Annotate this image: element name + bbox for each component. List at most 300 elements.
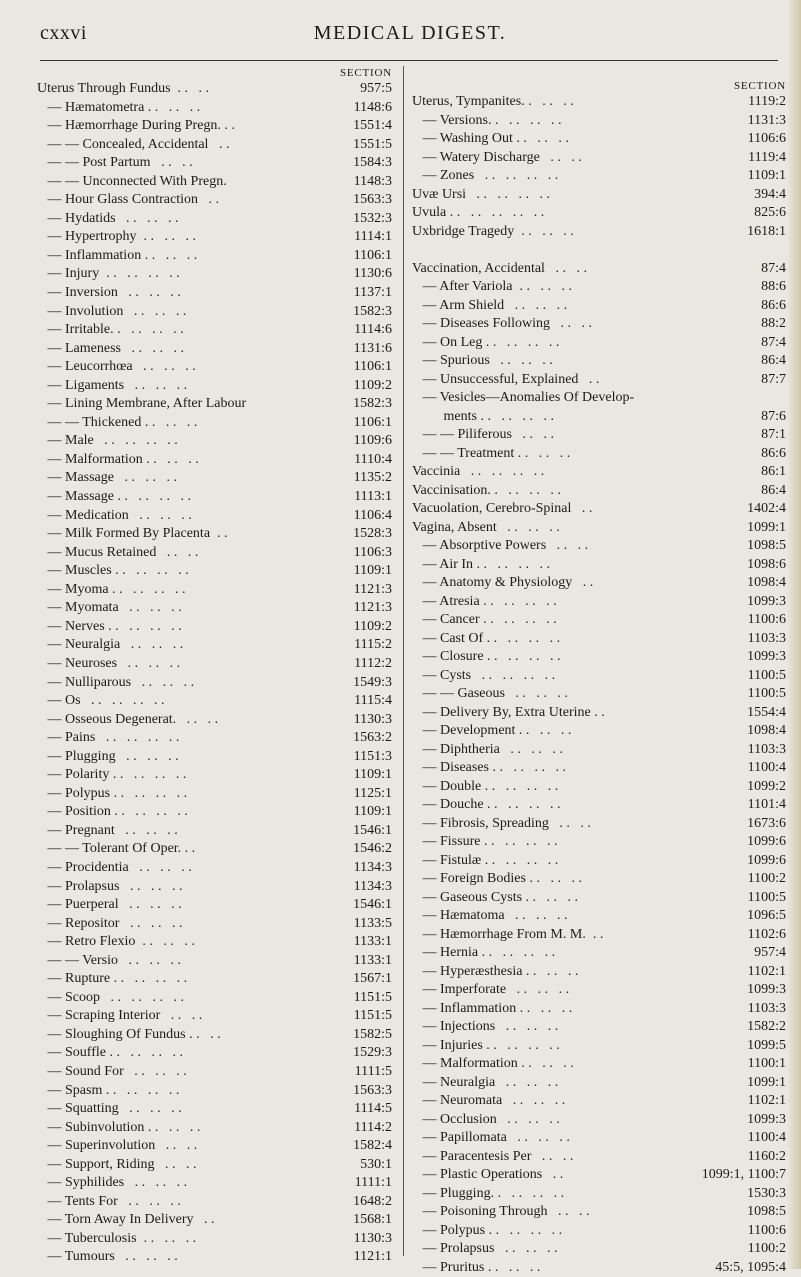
index-term: — Cancer . . . . . . . . (412, 611, 744, 630)
index-term: — Neuroses . . . . . . (37, 655, 350, 674)
index-entry (412, 463, 788, 482)
section-reference: 1114:6 (350, 321, 394, 340)
index-entry (37, 340, 394, 359)
index-entry (412, 519, 788, 538)
index-entry (37, 803, 394, 822)
index-term: — Prolapsus . . . . . . (37, 878, 350, 897)
index-term: — Position . . . . . . . . (37, 803, 350, 822)
index-entry (412, 833, 788, 852)
index-entry (412, 334, 788, 353)
index-entry (412, 1055, 788, 1074)
index-entry (412, 1148, 788, 1167)
index-entry (37, 618, 394, 637)
section-reference: 1582:4 (349, 1137, 394, 1156)
section-reference: 87:4 (757, 260, 788, 279)
index-term: — Sloughing Of Fundus . . . . (37, 1026, 349, 1045)
index-term: — Osseous Degenerat. . . . . (37, 711, 350, 730)
index-term: — Cast Of . . . . . . . . (412, 630, 744, 649)
index-entry (412, 371, 788, 390)
index-entry (412, 537, 788, 556)
section-reference: 87:6 (757, 408, 788, 427)
section-reference: 1532:3 (349, 210, 394, 229)
index-entry (37, 1230, 394, 1249)
index-entry (37, 173, 394, 192)
section-reference: 957:5 (356, 80, 394, 99)
section-reference: 1100:5 (744, 889, 788, 908)
index-term: — Plugging . . . . . . (37, 748, 350, 767)
index-entry (412, 889, 788, 908)
index-entry (37, 1100, 394, 1119)
section-reference: 1099:3 (743, 1111, 788, 1130)
index-term: — Milk Formed By Placenta . . (37, 525, 349, 544)
index-term: — Support, Riding . . . . (37, 1156, 356, 1175)
section-reference: 1528:3 (349, 525, 394, 544)
index-term: — Spurious . . . . . . (412, 352, 757, 371)
index-entry (412, 408, 788, 427)
section-reference: 1099:3 (743, 981, 788, 1000)
section-reference: 1098:4 (743, 574, 788, 593)
section-reference: 1551:5 (349, 136, 394, 155)
index-term: — Spasm . . . . . . . . (37, 1082, 349, 1101)
index-term: — Medication . . . . . . (37, 507, 350, 526)
index-term: — Closure . . . . . . . . (412, 648, 743, 667)
index-entry (412, 759, 788, 778)
section-reference: 1099:2 (743, 778, 788, 797)
index-entry (37, 321, 394, 340)
section-reference: 1098:5 (743, 537, 788, 556)
section-reference: 1099:3 (743, 593, 788, 612)
column-heading-right: SECTION (412, 79, 788, 93)
index-entry (37, 247, 394, 266)
index-entry (412, 167, 788, 186)
index-term: — — Thickened . . . . . . (37, 414, 350, 433)
index-term: — Diphtheria . . . . . . (412, 741, 744, 760)
index-term: — Nerves . . . . . . . . (37, 618, 350, 637)
index-term: — Pregnant . . . . . . (37, 822, 349, 841)
section-reference: 1112:2 (350, 655, 394, 674)
index-term: — Retro Flexio . . . . . . (37, 933, 350, 952)
index-entry (412, 1037, 788, 1056)
index-entry (37, 303, 394, 322)
section-reference: 1098:5 (743, 1203, 788, 1222)
index-term: — Pruritus . . . . . . (412, 1259, 711, 1277)
section-reference: 1151:3 (350, 748, 394, 767)
section-reference: 1131:6 (350, 340, 394, 359)
section-reference: 1134:3 (350, 859, 394, 878)
index-term: — Atresia . . . . . . . . (412, 593, 743, 612)
section-reference: 1137:1 (350, 284, 394, 303)
section-reference: 1100:4 (744, 1129, 788, 1148)
section-reference: 1100:5 (744, 685, 788, 704)
index-term: — Poisoning Through . . . . (412, 1203, 743, 1222)
index-entry (412, 482, 788, 501)
index-term: — — Versio . . . . . . (37, 952, 350, 971)
section-reference: 1111:5 (351, 1063, 394, 1082)
index-entry (37, 599, 394, 618)
index-term: — Polypus . . . . . . . . (412, 1222, 744, 1241)
section-reference: 1151:5 (350, 1007, 394, 1026)
index-entry (412, 852, 788, 871)
index-entry (412, 93, 788, 112)
section-reference: 1114:5 (350, 1100, 394, 1119)
index-entry (37, 1063, 394, 1082)
section-reference: 1103:3 (744, 630, 788, 649)
section-reference: 1109:1 (350, 803, 394, 822)
index-term: — Hyperæsthesia . . . . . . (412, 963, 744, 982)
index-term: — Prolapsus . . . . . . (412, 1240, 744, 1259)
section-reference: 1130:3 (350, 1230, 394, 1249)
section-reference: 1582:5 (349, 1026, 394, 1045)
index-entry (37, 915, 394, 934)
section-reference: 1099:1, 1100:7 (698, 1166, 788, 1185)
index-term: — Scraping Interior . . . . (37, 1007, 350, 1026)
index-term: Uvula . . . . . . . . . . (412, 204, 750, 223)
index-term: — Hernia . . . . . . . . (412, 944, 750, 963)
index-term: — Inflammation . . . . . . (37, 247, 350, 266)
index-entry (37, 933, 394, 952)
index-term: — — Concealed, Accidental . . (37, 136, 349, 155)
section-reference: 1100:5 (744, 667, 788, 686)
section-reference: 825:6 (750, 204, 788, 223)
index-entry (37, 840, 394, 859)
index-term: — Procidentia . . . . . . (37, 859, 350, 878)
index-entry (37, 822, 394, 841)
index-entry (37, 748, 394, 767)
index-entry (412, 204, 788, 223)
header-rule (40, 60, 778, 61)
index-term: — Sound For . . . . . . (37, 1063, 351, 1082)
index-entry (37, 1007, 394, 1026)
index-term: — Massage . . . . . . . . (37, 488, 350, 507)
section-reference: 1130:3 (350, 711, 394, 730)
section-reference: 1106:1 (350, 358, 394, 377)
index-entry (412, 1259, 788, 1277)
section-reference: 1402:4 (743, 500, 788, 519)
index-entry (37, 859, 394, 878)
section-reference: 1582:3 (349, 395, 394, 414)
section-reference: 1111:1 (351, 1174, 394, 1193)
index-entry (37, 284, 394, 303)
section-reference: 1106:4 (350, 507, 394, 526)
section-reference: 86:1 (757, 463, 788, 482)
index-entry (37, 1082, 394, 1101)
section-reference: 1110:4 (350, 451, 394, 470)
section-reference: 1106:3 (350, 544, 394, 563)
index-entry (37, 265, 394, 284)
section-reference: 1109:6 (350, 432, 394, 451)
index-entry (412, 611, 788, 630)
index-term: — Tumours . . . . . . (37, 1248, 350, 1267)
section-reference: 1100:1 (744, 1055, 788, 1074)
section-reference: 1106:6 (744, 130, 788, 149)
section-reference: 1106:1 (350, 247, 394, 266)
index-term: — Lining Membrane, After Labour (37, 395, 349, 414)
index-term: — Rupture . . . . . . . . (37, 970, 349, 989)
section-reference: 1099:5 (743, 1037, 788, 1056)
section-reference: 1567:1 (349, 970, 394, 989)
index-entry (412, 778, 788, 797)
index-entry (37, 544, 394, 563)
section-reference: 1098:6 (743, 556, 788, 575)
index-entry (412, 1203, 788, 1222)
index-term: — Diseases . . . . . . . . (412, 759, 744, 778)
index-entry (412, 574, 788, 593)
index-entry (412, 926, 788, 945)
section-reference: 87:4 (757, 334, 788, 353)
index-entry (37, 377, 394, 396)
index-term: — Ligaments . . . . . . (37, 377, 350, 396)
index-term: — Subinvolution . . . . . . (37, 1119, 350, 1138)
section-reference: 1113:1 (350, 488, 394, 507)
index-entry (37, 692, 394, 711)
index-term: — Fibrosis, Spreading . . . . (412, 815, 743, 834)
index-term: — Double . . . . . . . . (412, 778, 743, 797)
index-term: — Syphilides . . . . . . (37, 1174, 351, 1193)
index-term: — Inversion . . . . . . (37, 284, 350, 303)
index-term: — Squatting . . . . . . (37, 1100, 350, 1119)
index-term: — Douche . . . . . . . . (412, 796, 744, 815)
index-entry (37, 1211, 394, 1230)
section-reference: 1133:1 (350, 952, 394, 971)
index-entry (412, 704, 788, 723)
section-reference: 1102:1 (744, 963, 788, 982)
index-term: — Os . . . . . . . . (37, 692, 350, 711)
section-reference: 1125:1 (350, 785, 394, 804)
index-entry (37, 432, 394, 451)
index-entry (37, 395, 394, 414)
index-term: — Irritable. . . . . . . . (37, 321, 350, 340)
index-term: Uvæ Ursi . . . . . . . . (412, 186, 750, 205)
section-reference: 530:1 (356, 1156, 394, 1175)
index-term: Vaccinisation. . . . . . . . (412, 482, 757, 501)
index-term: — Foreign Bodies . . . . . . (412, 870, 744, 889)
index-entry (412, 149, 788, 168)
index-entry (37, 1248, 394, 1267)
section-reference: 1648:2 (349, 1193, 394, 1212)
section-reference: 1099:1 (743, 1074, 788, 1093)
section-reference: 1148:6 (350, 99, 394, 118)
section-reference: 394:4 (750, 186, 788, 205)
index-term: — Pains . . . . . . . . (37, 729, 349, 748)
index-entry (37, 711, 394, 730)
index-entry (37, 507, 394, 526)
index-term: — Gaseous Cysts . . . . . . (412, 889, 744, 908)
index-term: — Neuralgia . . . . . . (412, 1074, 743, 1093)
section-reference: 86:4 (757, 482, 788, 501)
section-reference: 1103:3 (744, 741, 788, 760)
index-term: — Tuberculosis . . . . . . (37, 1230, 350, 1249)
index-term: — Muscles . . . . . . . . (37, 562, 350, 581)
section-reference: 1529:3 (349, 1044, 394, 1063)
section-reference: 1618:1 (743, 223, 788, 242)
section-reference: 1131:3 (744, 112, 788, 131)
index-term: — Hæmatoma . . . . . . (412, 907, 743, 926)
index-entry (412, 593, 788, 612)
index-entry (412, 1240, 788, 1259)
index-entry (37, 636, 394, 655)
index-entry (412, 297, 788, 316)
index-entry (412, 1185, 788, 1204)
index-entry (412, 630, 788, 649)
index-entry (37, 451, 394, 470)
index-term: — Vesicles—Anomalies Of Develop- (412, 389, 782, 408)
index-entry (412, 815, 788, 834)
index-term: — Unsuccessful, Explained . . (412, 371, 757, 390)
index-term: — Plastic Operations . . (412, 1166, 698, 1185)
index-term: — Injuries . . . . . . . . (412, 1037, 743, 1056)
index-term: — — Post Partum . . . . (37, 154, 349, 173)
index-entry (412, 260, 788, 279)
left-index-column (37, 66, 394, 1267)
section-reference: 1549:3 (349, 674, 394, 693)
index-term: — Papillomata . . . . . . (412, 1129, 744, 1148)
index-term: — Myoma . . . . . . . . (37, 581, 350, 600)
section-reference: 1114:1 (350, 228, 394, 247)
index-entry (37, 117, 394, 136)
index-entry (412, 981, 788, 1000)
index-entry (412, 426, 788, 445)
section-reference: 1563:3 (349, 191, 394, 210)
index-entry (37, 952, 394, 971)
section-reference: 1115:4 (350, 692, 394, 711)
index-entry (37, 989, 394, 1008)
index-term: — Myomata . . . . . . (37, 599, 350, 618)
section-reference: 1109:1 (350, 766, 394, 785)
index-term: Vacuolation, Cerebro-Spinal . . (412, 500, 743, 519)
index-term: — Occlusion . . . . . . (412, 1111, 743, 1130)
section-reference: 45:5, 1095:4 (711, 1259, 788, 1277)
section-reference: 87:1 (757, 426, 788, 445)
index-entry (412, 445, 788, 464)
index-entry (37, 766, 394, 785)
index-term: Uterus Through Fundus . . . . (37, 80, 356, 99)
index-entry (37, 358, 394, 377)
section-reference: 1530:3 (743, 1185, 788, 1204)
section-reference: 86:6 (757, 297, 788, 316)
index-term: — Hour Glass Contraction . . (37, 191, 349, 210)
section-reference: 1582:3 (349, 303, 394, 322)
index-entry (37, 414, 394, 433)
section-reference: 1121:1 (350, 1248, 394, 1267)
index-entry (412, 556, 788, 575)
index-term: — Delivery By, Extra Uterine . . (412, 704, 743, 723)
running-title: MEDICAL DIGEST. (40, 22, 780, 45)
section-reference: 1551:4 (349, 117, 394, 136)
section-reference: 87:7 (757, 371, 788, 390)
index-entry (37, 1156, 394, 1175)
section-reference: 1119:4 (744, 149, 788, 168)
index-term: — Lameness . . . . . . (37, 340, 350, 359)
section-reference: 1100:4 (744, 759, 788, 778)
section-reference: 1148:3 (350, 173, 394, 192)
index-term: — Nulliparous . . . . . . (37, 674, 349, 693)
index-entry (412, 1092, 788, 1111)
index-term: — Polypus . . . . . . . . (37, 785, 350, 804)
section-reference: 1673:6 (743, 815, 788, 834)
section-reference: 1109:2 (350, 618, 394, 637)
index-entry (412, 870, 788, 889)
index-term: — Plugging. . . . . . . . (412, 1185, 743, 1204)
index-term: — Injections . . . . . . (412, 1018, 743, 1037)
index-entry (37, 191, 394, 210)
section-reference: 1102:1 (744, 1092, 788, 1111)
section-reference: 1563:2 (349, 729, 394, 748)
section-reference: 1115:2 (350, 636, 394, 655)
index-entry (412, 648, 788, 667)
index-entry (412, 186, 788, 205)
index-term: — Mucus Retained . . . . (37, 544, 350, 563)
section-reference: 1109:1 (350, 562, 394, 581)
section-reference: 86:4 (757, 352, 788, 371)
index-term: — Superinvolution . . . . (37, 1137, 349, 1156)
section-reference: 1135:2 (350, 469, 394, 488)
section-reference: 1102:6 (744, 926, 788, 945)
index-entry (37, 970, 394, 989)
index-term: — — Gaseous . . . . . . (412, 685, 744, 704)
index-term: — Hæmatometra . . . . . . (37, 99, 350, 118)
index-term: ments . . . . . . . . (412, 408, 757, 427)
index-entry (37, 785, 394, 804)
section-reference: 1130:6 (350, 265, 394, 284)
index-entry (412, 944, 788, 963)
index-entry (412, 1074, 788, 1093)
index-term: Vaccination, Accidental . . . . (412, 260, 757, 279)
section-reference: 1546:1 (349, 822, 394, 841)
section-reference: 1101:4 (744, 796, 788, 815)
section-reference: 1584:3 (349, 154, 394, 173)
index-term: — Tents For . . . . . . (37, 1193, 349, 1212)
index-entry (37, 655, 394, 674)
index-term: — — Unconnected With Pregn. (37, 173, 350, 192)
section-reference: 1109:1 (744, 167, 788, 186)
index-term: — Massage . . . . . . (37, 469, 350, 488)
index-term: — — Treatment . . . . . . (412, 445, 757, 464)
index-entry (37, 80, 394, 99)
section-reference: 1109:2 (350, 377, 394, 396)
column-divider (403, 66, 404, 1256)
index-term: — On Leg . . . . . . . . (412, 334, 757, 353)
index-entry (412, 130, 788, 149)
page-number: cxxvi (40, 22, 87, 45)
index-term: — Hæmorrhage From M. M. . . (412, 926, 744, 945)
index-term: — Imperforate . . . . . . (412, 981, 743, 1000)
index-entry (37, 469, 394, 488)
index-entry (37, 136, 394, 155)
index-entry (37, 154, 394, 173)
index-term: — Absorptive Powers . . . . (412, 537, 743, 556)
index-entry (412, 722, 788, 741)
section-reference: 957:4 (750, 944, 788, 963)
index-term: — Involution . . . . . . (37, 303, 349, 322)
index-term: — Hæmorrhage During Pregn. . . (37, 117, 349, 136)
section-reference: 1563:3 (349, 1082, 394, 1101)
index-term: — — Piliferous . . . . (412, 426, 757, 445)
index-entry (37, 210, 394, 229)
index-entry (412, 741, 788, 760)
section-reference: 1096:5 (743, 907, 788, 926)
index-term: Vagina, Absent . . . . . . (412, 519, 743, 538)
index-term: — Paracentesis Per . . . . (412, 1148, 744, 1167)
section-reference: 1568:1 (349, 1211, 394, 1230)
index-term: — After Variola . . . . . . (412, 278, 757, 297)
index-term: — Puerperal . . . . . . (37, 896, 349, 915)
index-entry (37, 1044, 394, 1063)
section-reference: 1100:6 (744, 1222, 788, 1241)
index-term: — Fissure . . . . . . . . (412, 833, 743, 852)
index-term: Uterus, Tympanites. . . . . . (412, 93, 744, 112)
section-reference: 1100:2 (744, 870, 788, 889)
section-reference: 1099:3 (743, 648, 788, 667)
